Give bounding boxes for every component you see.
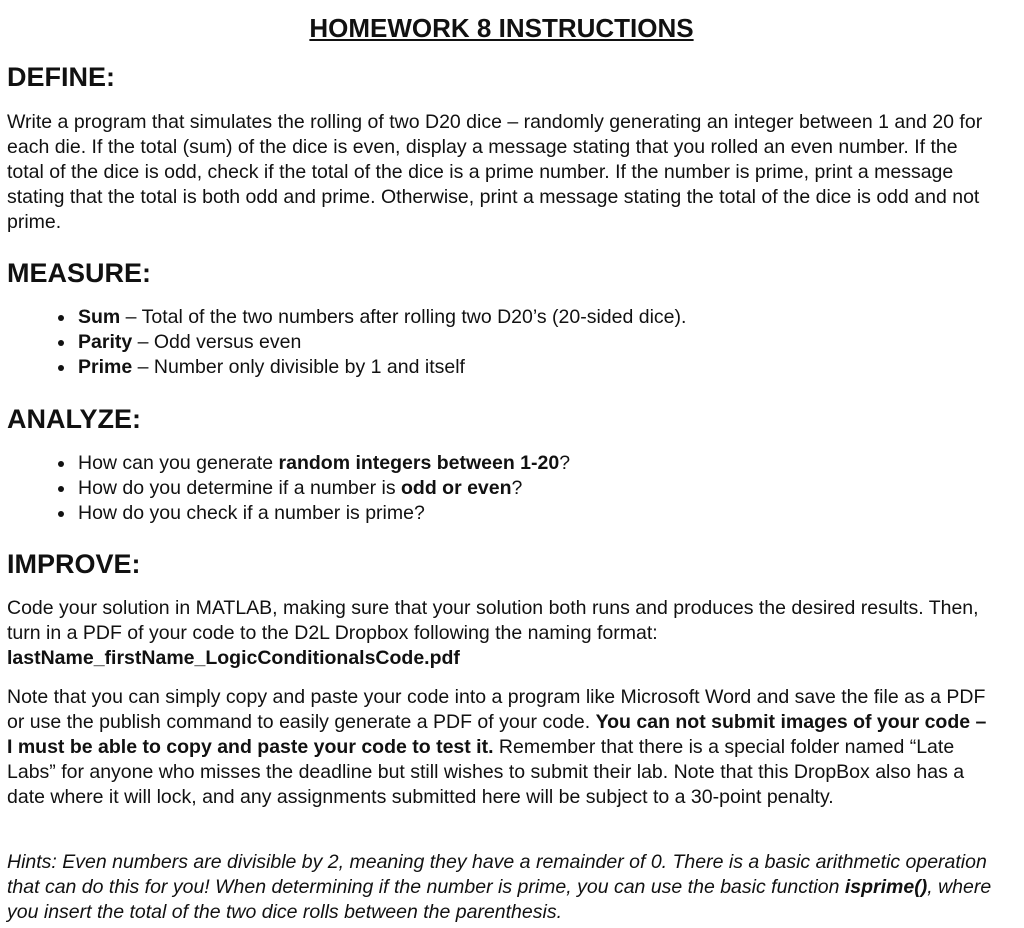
question-text: How can you generate bbox=[78, 452, 279, 474]
late-labs-note: Remember that there is a special folder named “Late Labs” for anyone who misses the deadline but still wishes to submit their lab. Note that this DropBox also has a date where it will lock, and any assignments submitted here will be subject to a 30-point penalty. bbox=[7, 736, 965, 808]
list-item bbox=[76, 355, 686, 380]
hints-text-end: , where you insert the total of the two dice rolls between the parenthesis. bbox=[7, 876, 992, 923]
define-heading: DEFINE: bbox=[7, 62, 115, 92]
submission-warning: You can not submit images of your code – I must be able to copy and paste your code to test it. bbox=[7, 711, 987, 758]
list-item bbox=[76, 305, 686, 330]
improve-text: Code your solution in MATLAB, making sure that your solution both runs and produces the desired results. Then, turn in a PDF of your code to the D2L Dropbox following the naming format: bbox=[7, 597, 979, 644]
term-parity: Parity bbox=[78, 331, 133, 353]
list-item bbox=[76, 501, 570, 526]
term-sum-desc: – Total of the two numbers after rolling two D20’s (20-sided dice). bbox=[120, 306, 687, 328]
hints-text: Hints: Even numbers are divisible by 2, meaning they have a remainder of 0. There is a basic arithmetic operation that can do this for you! When determining if the number is prime, you can use the basic function bbox=[7, 851, 987, 898]
measure-list bbox=[0, 305, 686, 380]
naming-format: lastName_firstName_LogicConditionalsCode.pdf bbox=[7, 647, 460, 669]
analyze-list bbox=[0, 451, 570, 526]
list-item bbox=[76, 330, 686, 355]
measure-heading: MEASURE: bbox=[7, 258, 152, 288]
question-end: ? bbox=[511, 477, 523, 499]
question-emphasis: random integers between 1-20 bbox=[278, 452, 560, 474]
list-item bbox=[76, 451, 570, 476]
term-sum: Sum bbox=[78, 306, 121, 328]
term-prime-desc: – Number only divisible by 1 and itself bbox=[132, 356, 465, 378]
hints-paragraph bbox=[7, 850, 997, 925]
question-text: How do you determine if a number is bbox=[78, 477, 401, 499]
define-paragraph: Write a program that simulates the rolling of two D20 dice – randomly generating an integer between 1 and 20 for each die. If the total (sum) of the dice is even, display a message stating that you rolled an even number. If the total of the dice is odd, check if the total of the dice is a prime number. If the number is prime, print a message stating that the total is both odd and prime. Otherwise, print a message stating the total of the dice is odd and not prime. bbox=[7, 111, 983, 233]
isprime-function: isprime() bbox=[844, 876, 928, 898]
question-text: How do you check if a number is prime? bbox=[78, 502, 425, 524]
list-item bbox=[76, 476, 570, 501]
term-parity-desc: – Odd versus even bbox=[132, 331, 302, 353]
improve-paragraph-2 bbox=[7, 685, 997, 810]
question-emphasis: odd or even bbox=[401, 477, 512, 499]
improve-paragraph-1 bbox=[7, 596, 997, 671]
document-title: HOMEWORK 8 INSTRUCTIONS bbox=[309, 13, 694, 43]
improve-heading: IMPROVE: bbox=[7, 549, 141, 579]
improve-text-2: Note that you can simply copy and paste your code into a program like Microsoft Word and save the file as a PDF or use the publish command to easily generate a PDF of your code. bbox=[7, 686, 986, 733]
term-prime: Prime bbox=[78, 356, 133, 378]
analyze-heading: ANALYZE: bbox=[7, 404, 142, 434]
question-end: ? bbox=[559, 452, 571, 474]
